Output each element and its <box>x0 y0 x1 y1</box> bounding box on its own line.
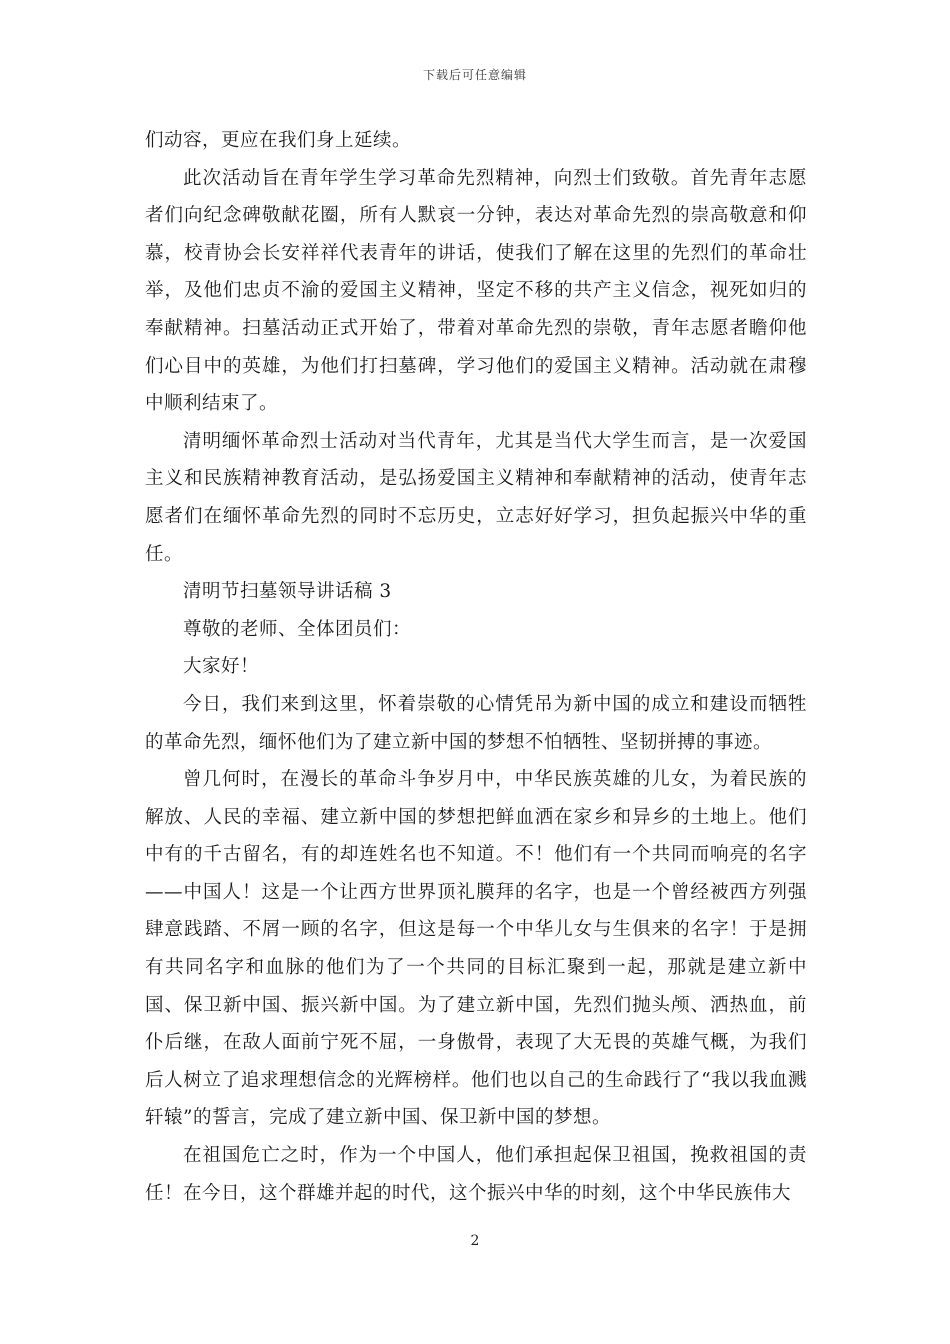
document-body <box>145 122 807 1212</box>
salutation: 尊敬的老师、全体团员们： <box>183 618 412 640</box>
paragraph-history: 曾几何时，在漫长的革命斗争岁月中，中华民族英雄的儿女，为着民族的解放、人民的幸福、建立新中国的梦想把鲜血洒在家乡和异乡的土地上。他们中有的千古留名，有的却连姓名也不知道。不！他们有一个共同而响亮的名字——中国人！这是一个让西方世界顶礼膜拜的名字，也是一个曾经被西方列强肆意践踏、不屑一顾的名字，但这是每一个中华儿女与生俱来的名字！于是拥有共同名字和血脉的他们为了一个共同的目标汇聚到一起，那就是建立新中国、保卫新中国、振兴新中国。为了建立新中国，先烈们抛头颅、洒热血，前仆后继，在敌人面前宁死不屈，一身傲骨，表现了大无畏的英雄气概，为我们后人树立了追求理想信念的光辉榜样。他们也以自己的生命践行了“我以我血溅轩辕”的誓言，完成了建立新中国、保卫新中国的梦想。 <box>145 769 807 1129</box>
paragraph-today: 今日，我们来到这里，怀着崇敬的心情凭吊为新中国的成立和建设而牺牲的革命先烈，缅怀他们为了建立新中国的梦想不怕牺牲、坚韧拼搏的事迹。 <box>145 693 807 753</box>
page-number: 2 <box>470 1233 480 1249</box>
paragraph-activity-summary: 此次活动旨在青年学生学习革命先烈精神，向烈士们致敬。首先青年志愿者们向纪念碑敬献花圈，所有人默哀一分钟，表达对革命先烈的崇高敬意和仰慕，校青协会长安祥祥代表青年的讲话，使我们了解在这里的先烈们的革命壮举，及他们忠贞不渝的爱国主义精神，坚定不移的共产主义信念，视死如归的奉献精神。扫墓活动正式开始了，带着对革命先烈的崇敬，青年志愿者瞻仰他们心目中的英雄，为他们打扫墓碑，学习他们的爱国主义精神。活动就在肃穆中顺利结束了。 <box>145 167 807 415</box>
page-header: 下载后可任意编辑 <box>422 68 527 82</box>
paragraph-activity-significance: 清明缅怀革命烈士活动对当代青年，尤其是当代大学生而言，是一次爱国主义和民族精神教育活动，是弘扬爱国主义精神和奉献精神的活动，使青年志愿者们在缅怀革命先烈的同时不忘历史，立志好好学习，担负起振兴中华的重任。 <box>145 430 807 565</box>
paragraph-continuation: 们动容，更应在我们身上延续。 <box>145 130 412 151</box>
greeting: 大家好！ <box>183 656 260 678</box>
paragraph-responsibility: 在祖国危亡之时，作为一个中国人，他们承担起保卫祖国，挽救祖国的责任！在今日，这个群雄并起的时代，这个振兴中华的时刻，这个中华民族伟大 <box>145 1145 807 1204</box>
section-title: 清明节扫墓领导讲话稿 3 <box>183 581 392 603</box>
